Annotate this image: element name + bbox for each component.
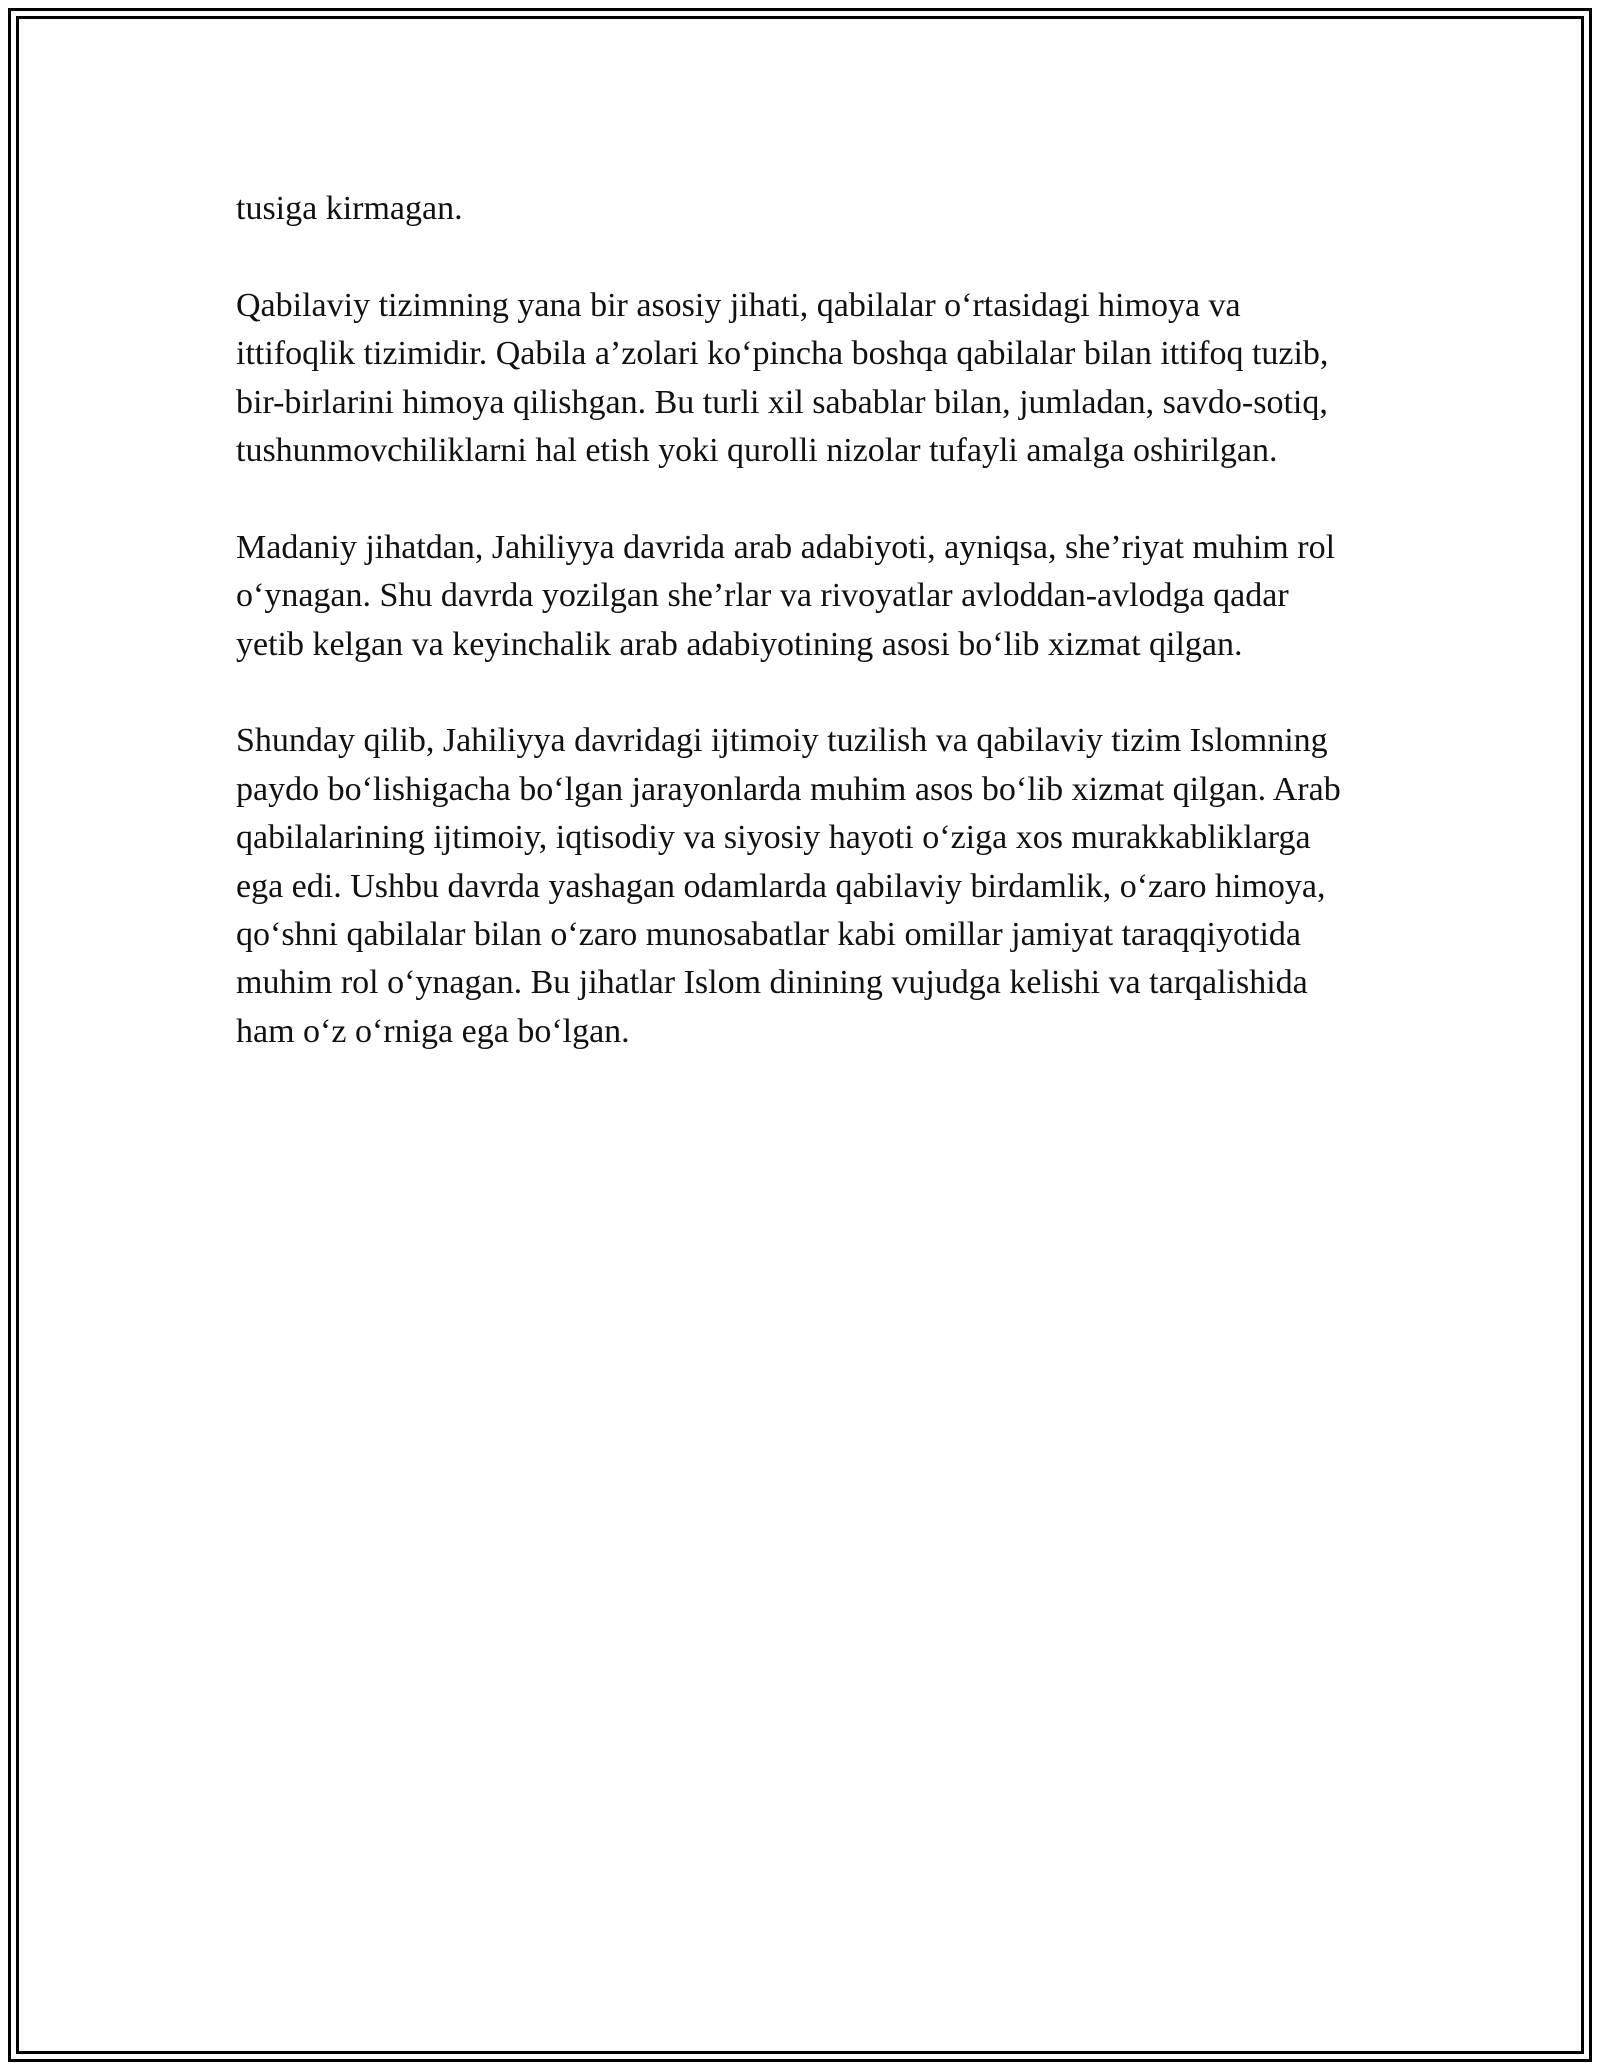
paragraph-1: tusiga kirmagan. [236, 190, 463, 227]
paragraph-2: Qabilaviy tizimning yana bir asosiy jihati, qabilalar o‘rtasidagi himoya va ittifoqlik tizimidir. Qabila a’zolari ko‘pincha boshqa qabilalar bilan ittifoq tuzib, bir-birlarini himoya qilishgan. Bu turli xil sabablar bilan, jumladan, savdo-sotiq, tushunmovchiliklarni hal etish yoki qurolli nizolar tufayli amalga oshirilgan. [236, 286, 1329, 470]
paragraph-3: Madaniy jihatdan, Jahiliyya davrida arab adabiyoti, ayniqsa, she’riyat muhim rol o‘ynagan. Shu davrda yozilgan she’rlar va rivoyatlar avloddan-avlodga qadar yetib kelgan va keyinchalik arab adabiyotining asosi bo‘lib xizmat qilgan. [236, 528, 1336, 663]
paragraph-4: Shunday qilib, Jahiliyya davridagi ijtimoiy tuzilish va qabilaviy tizim Islomning paydo bo‘lishigacha bo‘lgan jarayonlarda muhim asos bo‘lib xizmat qilgan. Arab qabilalarining ijtimoiy, iqtisodiy va siyosiy hayoti o‘ziga xos murakkabliklarga ega edi. Ushbu davrda yashagan odamlarda qabilaviy birdamlik, o‘zaro himoya, qo‘shni qabilalar bilan o‘zaro munosabatlar kabi omillar jamiyat taraqqiyotida muhim rol o‘ynagan. Bu jihatlar Islom dinining vujudga kelishi va tarqalishida ham o‘z o‘rniga ega bo‘lgan. [236, 722, 1341, 1050]
document-body [236, 185, 1344, 1105]
